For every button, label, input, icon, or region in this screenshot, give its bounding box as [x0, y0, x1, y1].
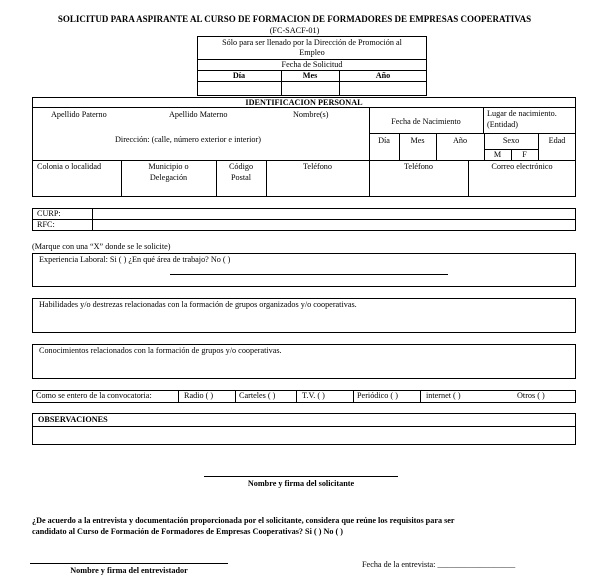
question-line1: ¿De acuerdo a la entrevista y documentación proporcionada por el solicitante, considera que reúne los requisitos para ser	[32, 516, 455, 525]
request-month-label: Mes	[302, 71, 318, 80]
birthplace-label-line2: (Entidad)	[487, 120, 518, 129]
curp-label: CURP:	[37, 209, 61, 218]
request-year-label: Año	[375, 71, 391, 80]
source-label: Como se entero de la convocatoria:	[36, 391, 152, 400]
interviewer-signature-label: Nombre y firma del entrevistador	[70, 566, 188, 575]
email-label: Correo electrónico	[491, 162, 553, 171]
source-option-otros: Otros ( )	[517, 391, 545, 400]
source-option-carteles: Carteles ( )	[239, 391, 276, 400]
birth-month-label: Mes	[410, 136, 425, 145]
postal-code-label-line1: Código	[228, 162, 254, 171]
office-note-line1: Sólo para ser llenado por la Dirección de Promoción al	[222, 38, 402, 47]
instructions: (Marque con una “X” donde se le solicite)	[32, 242, 171, 251]
form-title: SOLICITUD PARA ASPIRANTE AL CURSO DE FORMACION DE FORMADORES DE EMPRESAS COOPERATIVAS	[57, 14, 532, 24]
address-label: Dirección: (calle, número exterior e interior)	[115, 135, 261, 144]
observations-box	[32, 413, 576, 445]
sex-label: Sexo	[502, 136, 520, 145]
age-label: Edad	[548, 136, 566, 145]
phone1-label: Teléfono	[303, 162, 332, 171]
birth-day-label: Día	[378, 136, 390, 145]
knowledge-label: Conocimientos relacionados con la formación de grupos y/o cooperativas.	[39, 346, 282, 355]
personal-id-title: IDENTIFICACION PERSONAL	[245, 98, 363, 107]
experience-label: Experiencia Laboral: Si ( ) ¿En qué área de trabajo? No ( )	[39, 255, 231, 264]
source-option-internet: internet ( )	[426, 391, 461, 400]
sex-m-label: M	[493, 150, 502, 159]
interview-date-label: Fecha de la entrevista: ___________________	[362, 560, 516, 569]
request-date-label: Fecha de Solicitud	[281, 60, 343, 69]
request-day-label: Día	[232, 71, 246, 80]
birthplace-label-line1: Lugar de nacimiento.	[487, 109, 557, 118]
birth-date-label: Fecha de Nacimiento	[391, 117, 461, 126]
phone2-label: Teléfono	[404, 162, 433, 171]
observations-label: OBSERVACIONES	[38, 415, 108, 424]
skills-label: Habilidades y/o destrezas relacionadas con la formación de grupos organizados y/o cooperativas.	[39, 300, 357, 309]
sex-f-label: F	[522, 150, 527, 159]
municipio-label-line2: Delegación	[149, 173, 188, 182]
birth-year-label: Año	[452, 136, 468, 145]
nombres-label: Nombre(s)	[293, 110, 329, 119]
rfc-label: RFC:	[37, 220, 55, 229]
source-option-tv: T.V. ( )	[302, 391, 325, 400]
question-line2: candidato al Curso de Formación de Formadores de Empresas Cooperativas? Si ( ) No ( )	[32, 527, 344, 536]
source-option-periodico: Periódico ( )	[357, 391, 398, 400]
office-note-line2: Empleo	[299, 48, 325, 57]
postal-code-label-line2: Postal	[230, 173, 252, 182]
colonia-label: Colonia o localidad	[37, 162, 102, 171]
municipio-label-line1: Municipio o	[148, 162, 189, 171]
apellido-materno-label: Apellido Materno	[169, 110, 228, 119]
form-code: (FC-SACF-01)	[269, 26, 320, 35]
apellido-paterno-label: Apellido Paterno	[51, 110, 107, 119]
applicant-signature-label: Nombre y firma del solicitante	[247, 479, 355, 488]
source-option-radio: Radio ( )	[184, 391, 214, 400]
